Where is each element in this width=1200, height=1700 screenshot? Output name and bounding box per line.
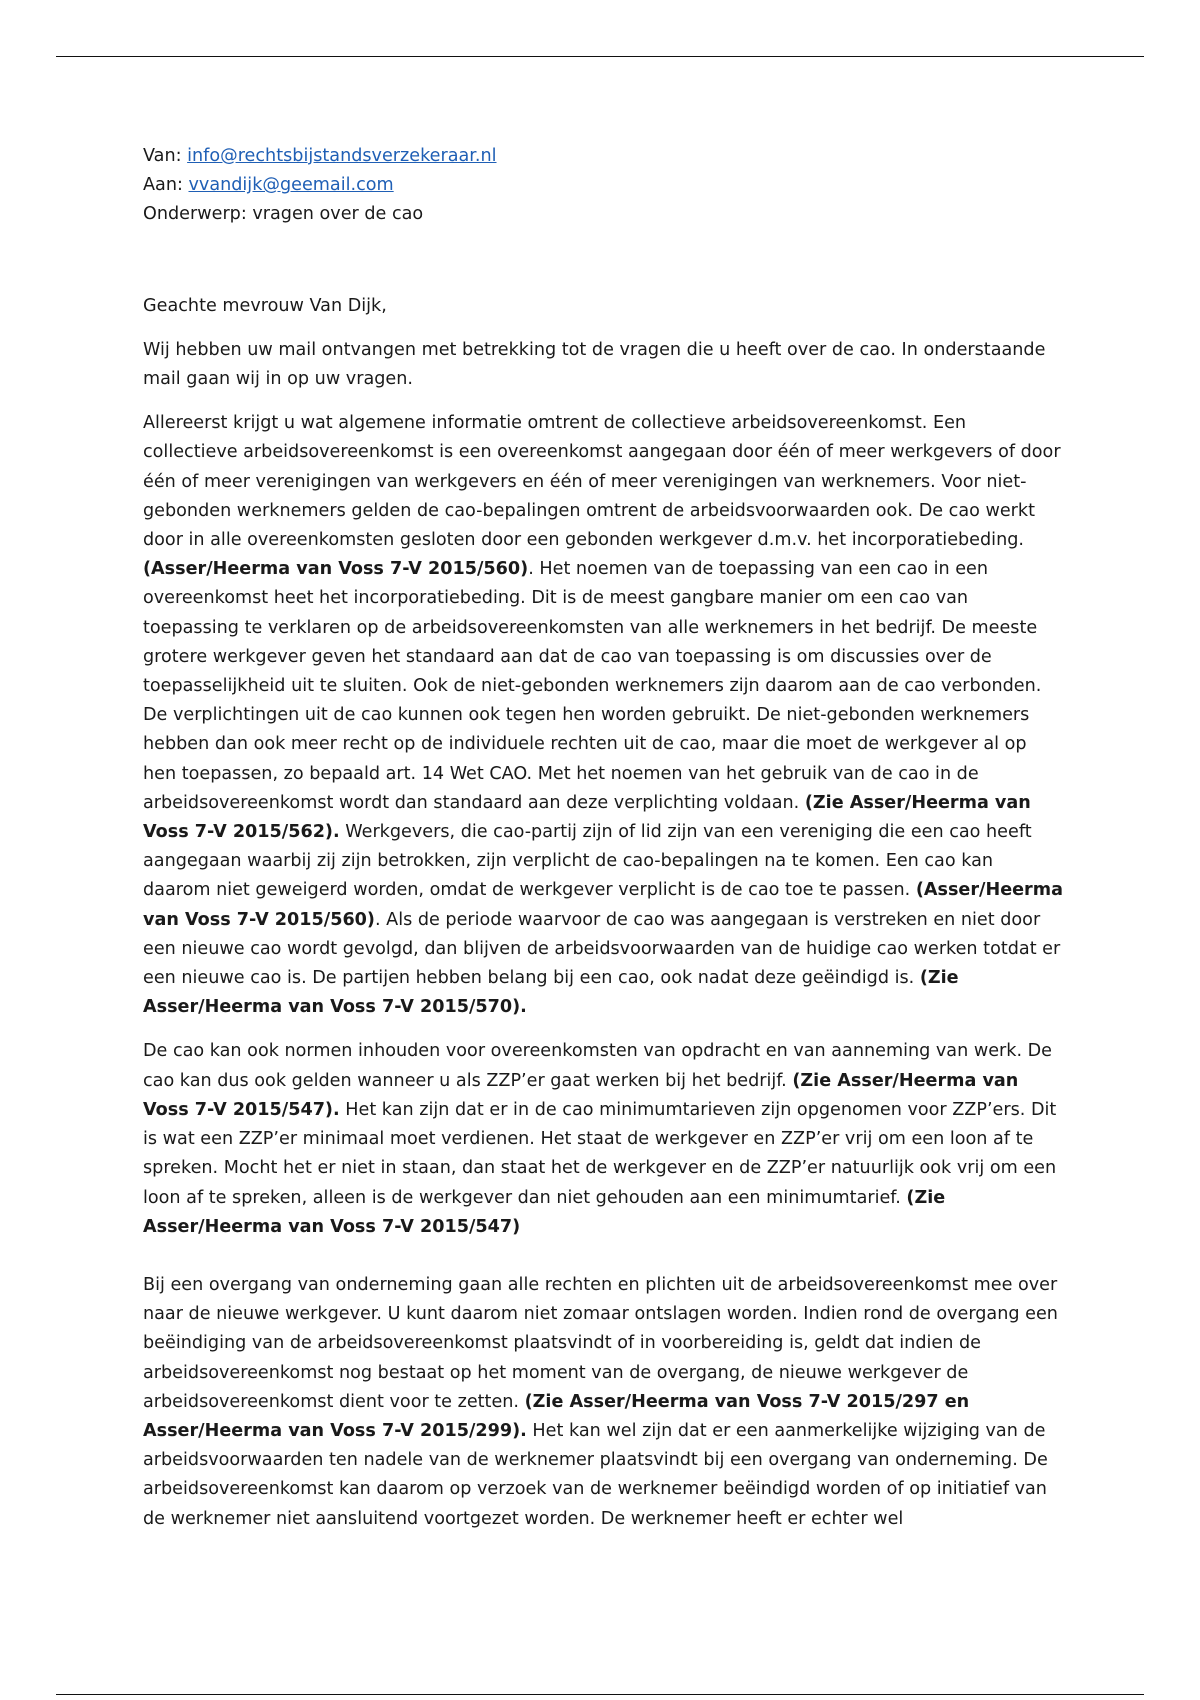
text-segment: Allereerst krijgt u wat algemene informatie omtrent de collectieve arbeidsovereenkomst. Een collectieve arbeidsovereenkomst is een overeenkomst aangegaan door één of meer werkgevers of door één of meer verenigingen van werkgevers en één of meer verenigingen van werknemers. Voor niet-gebonden werknemers gelden de cao-bepalingen omtrent de arbeidsvoorwaarden ook. De cao werkt door in alle overeenkomsten gesloten door een gebonden werkgever d.m.v. het incorporatiebeding. bbox=[143, 413, 1061, 551]
intro-paragraph: Wij hebben uw mail ontvangen met betrekking tot de vragen die u heeft over de cao. In onderstaande mail gaan wij in op uw vragen. bbox=[143, 339, 1046, 390]
citation: (Zie Asser/Heerma van Voss 7-V 2015/547). bbox=[143, 1070, 1019, 1120]
subject-text: vragen over de cao bbox=[252, 204, 424, 225]
paragraph-cao-general bbox=[143, 409, 1063, 1022]
citation: (Asser/Heerma van Voss 7-V 2015/560) bbox=[143, 880, 1063, 930]
email-from-line bbox=[143, 142, 1063, 171]
text-segment: Bij een overgang van onderneming gaan alle rechten en plichten uit de arbeidsovereenkomst mee over naar de nieuwe werkgever. U kunt daarom niet zomaar ontslagen worden. Indien rond de overgang een beëindiging van de arbeidsovereenkomst plaatsvindt of in voorbereiding is, geldt dat indien de arbeidsovereenkomst nog bestaat op het moment van de overgang, de nieuwe werkgever de arbeidsovereenkomst dient voor te zetten. bbox=[143, 1274, 1058, 1412]
text-segment: . Als de periode waarvoor de cao was aangegaan is verstreken en niet door een nieuwe cao wordt gevolgd, dan blijven de arbeidsvoorwaarden van de huidige cao werken totdat er een nieuwe cao is. De partijen hebben belang bij een cao, ook nadat deze geëindigd is. bbox=[143, 909, 1061, 989]
paragraph-overgang-onderneming bbox=[143, 1271, 1063, 1534]
citation: (Zie Asser/Heerma van Voss 7-V 2015/547) bbox=[143, 1187, 946, 1237]
subject-label: Onderwerp: bbox=[143, 204, 253, 225]
text-segment: Het kan wel zijn dat er een aanmerkelijke wijziging van de arbeidsvoorwaarden ten nadele van de werknemer plaatsvindt bij een overgang van onderneming. De arbeidsovereenkomst kan daarom op verzoek van de werknemer beëindigd worden of op initiatief van de werknemer niet aansluitend voortgezet worden. De werknemer heeft er echter wel bbox=[143, 1420, 1048, 1529]
letter-body bbox=[143, 142, 1063, 1534]
citation: (Zie Asser/Heerma van Voss 7-V 2015/297 en Asser/Heerma van Voss 7-V 2015/299). bbox=[143, 1391, 970, 1441]
bottom-divider bbox=[56, 1694, 1144, 1695]
citation: (Zie Asser/Heerma van Voss 7-V 2015/570). bbox=[143, 968, 959, 1018]
citation: (Asser/Heerma van Voss 7-V 2015/560) bbox=[143, 559, 529, 580]
text-segment: Het kan zijn dat er in de cao minimumtarieven zijn opgenomen voor ZZP’ers. Dit is wat een ZZP’er minimaal moet verdienen. Het staat de werkgever en ZZP’er vrij om een loon af te spreken. Mocht het er niet in staan, dan staat het de werkgever en de ZZP’er natuurlijk ook vrij om een loon af te spreken, alleen is de werkgever dan niet gehouden aan een minimumtarief. bbox=[143, 1099, 1057, 1208]
text-segment: . Het noemen van de toepassing van een cao in een overeenkomst heet het incorporatiebeding. Dit is de meest gangbare manier om een cao van toepassing te verklaren op de arbeidsovereenkomsten van alle werknemers in het bedrijf. De meeste grotere werkgever geven het standaard aan dat de cao van toepassing is om discussies over de toepasselijkheid uit te sluiten. Ook de niet-gebonden werknemers zijn daarom aan de cao verbonden. De verplichtingen uit de cao kunnen ook tegen hen worden gebruikt. De niet-gebonden werknemers hebben dan ook meer recht op de individuele rechten uit de cao, maar die moet de werkgever al op hen toepassen, zo bepaald art. 14 Wet CAO. Met het noemen van het gebruik van de cao in de arbeidsovereenkomst wordt dan standaard aan deze verplichting voldaan. bbox=[143, 559, 1042, 813]
salutation: Geachte mevrouw Van Dijk, bbox=[143, 295, 387, 316]
to-email-link[interactable]: vvandijk@geemail.com bbox=[188, 175, 394, 196]
text-segment: Werkgevers, die cao-partij zijn of lid zijn van een vereniging die een cao heeft aangegaan waarbij zij zijn betrokken, zijn verplicht de cao-bepalingen na te komen. Een cao kan daarom niet geweigerd worden, omdat de werkgever verplicht is de cao toe te passen. bbox=[143, 822, 1032, 901]
from-label: Van: bbox=[143, 146, 188, 166]
to-label: Aan: bbox=[143, 175, 189, 196]
paragraph-zzp bbox=[143, 1037, 1063, 1241]
email-to-line bbox=[143, 171, 1063, 200]
email-subject-line bbox=[143, 200, 1063, 229]
text-segment: De cao kan ook normen inhouden voor overeenkomsten van opdracht en van aanneming van werk. De cao kan dus ook gelden wanneer u als ZZP’er gaat werken bij het bedrijf. bbox=[143, 1041, 1053, 1091]
top-divider bbox=[56, 56, 1144, 57]
from-email-link[interactable]: info@rechtsbijstandsverzekeraar.nl bbox=[187, 146, 497, 166]
citation: (Zie Asser/Heerma van Voss 7-V 2015/562). bbox=[143, 792, 1031, 843]
